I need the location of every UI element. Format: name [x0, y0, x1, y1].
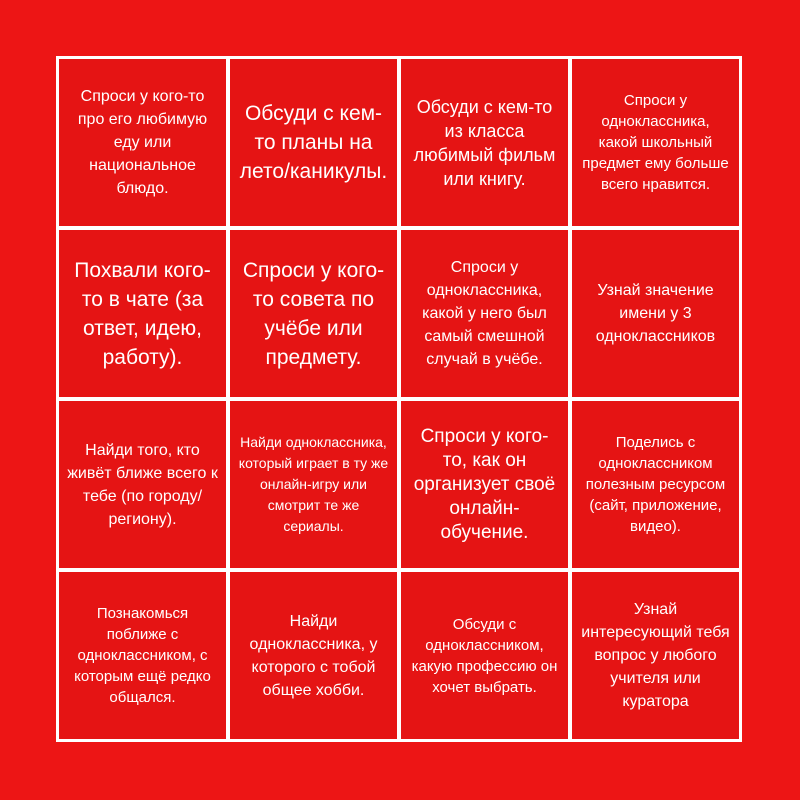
bingo-cell-text: Найди того, кто живёт ближе всего к тебе (по городу/региону).	[67, 441, 218, 528]
bingo-cell-r1c3[interactable]	[401, 59, 568, 226]
bingo-cell-r3c2[interactable]	[230, 401, 397, 568]
bingo-cell-r4c4[interactable]	[572, 572, 739, 739]
bingo-cell-r2c1[interactable]	[59, 230, 226, 397]
bingo-cell-r4c2[interactable]	[230, 572, 397, 739]
bingo-cell-r1c2[interactable]	[230, 59, 397, 226]
bingo-cell-r3c3[interactable]	[401, 401, 568, 568]
bingo-cell-r1c4[interactable]	[572, 59, 739, 226]
bingo-cell-text: Найди одноклассника, который играет в ту же онлайн-игру или смотрит те же сериалы.	[238, 434, 389, 534]
bingo-cell-text: Познакомься поближе с одноклассником, с которым ещё редко общался.	[74, 605, 211, 706]
bingo-cell-text: Обсуди с одноклассником, какую профессию он хочет выбрать.	[411, 615, 558, 696]
bingo-cell-r2c2[interactable]	[230, 230, 397, 397]
bingo-cell-text: Поделись с одноклассником полезным ресурсом (сайт, приложение, видео).	[585, 434, 726, 535]
bingo-board	[56, 56, 742, 742]
bingo-cell-text: Узнай значение имени у 3 одноклассников	[595, 282, 716, 345]
bingo-cell-r4c1[interactable]	[59, 572, 226, 739]
bingo-cell-text: Спроси у кого-то про его любимую еду или национальное блюдо.	[77, 88, 208, 197]
bingo-cell-text: Узнай интересующий тебя вопрос у любого учителя или куратора	[581, 601, 730, 710]
bingo-cell-r2c3[interactable]	[401, 230, 568, 397]
bingo-cell-text: Найди одноклассника, у которого с тобой общее хобби.	[249, 612, 378, 699]
bingo-cell-text: Спроси у кого-то совета по учёбе или предмету.	[242, 258, 385, 369]
bingo-cell-text: Спроси у кого-то, как он организует своё онлайн-обучение.	[413, 425, 556, 543]
bingo-cell-text: Похвали кого-то в чате (за ответ, идею, работу).	[74, 258, 211, 369]
bingo-cell-text: Спроси у одноклассника, какой школьный предмет ему больше всего нравится.	[582, 92, 729, 193]
bingo-cell-r3c4[interactable]	[572, 401, 739, 568]
bingo-cell-r3c1[interactable]	[59, 401, 226, 568]
bingo-cell-r2c4[interactable]	[572, 230, 739, 397]
bingo-cell-text: Спроси у одноклассника, какой у него был самый смешной случай в учёбе.	[422, 259, 547, 368]
bingo-cell-r4c3[interactable]	[401, 572, 568, 739]
bingo-cell-text: Обсуди с кем-то из класса любимый фильм или книгу.	[413, 96, 556, 189]
bingo-cell-text: Обсуди с кем-то планы на лето/каникулы.	[239, 102, 388, 183]
bingo-cell-r1c1[interactable]	[59, 59, 226, 226]
